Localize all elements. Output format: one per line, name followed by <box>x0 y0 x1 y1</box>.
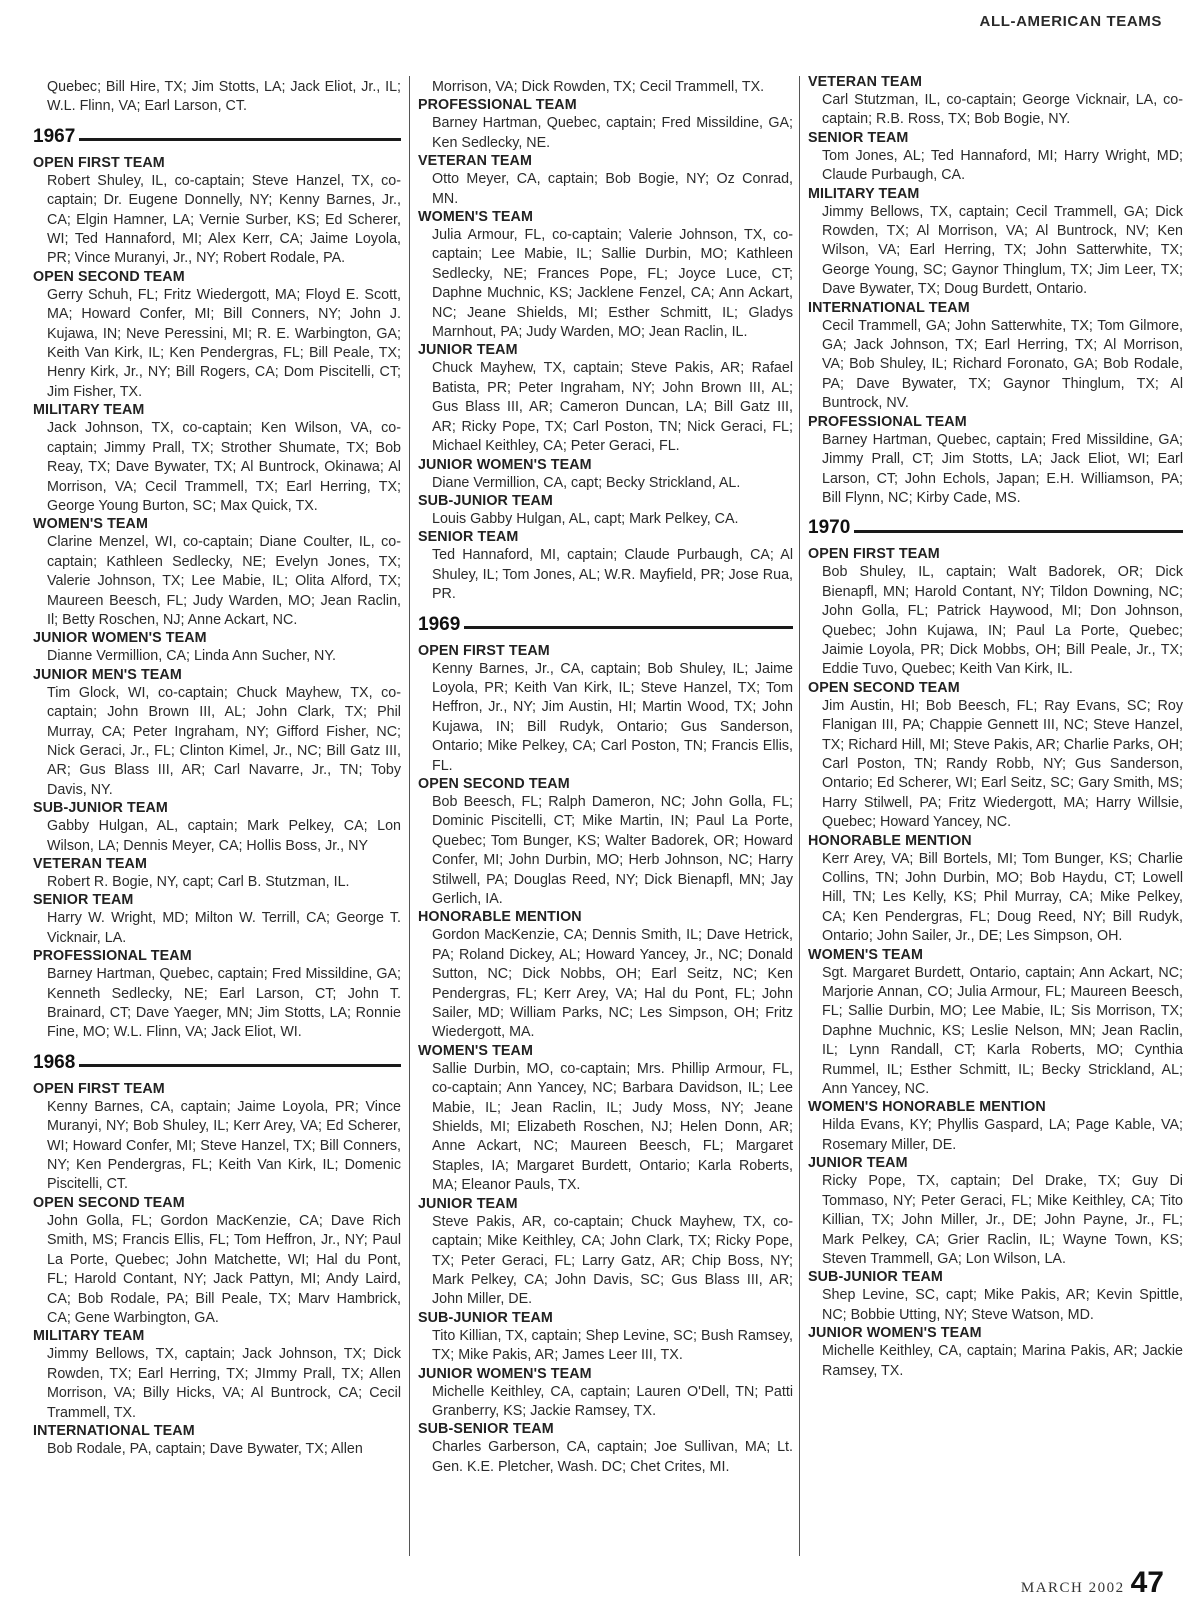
team-roster: Jack Johnson, TX, co-captain; Ken Wilson, VA, co-captain; Jimmy Prall, TX; Strother Shumate, TX; Bob Reay, TX; Dave Bywater, TX; Al Buntrock, Okinawa; Al Morrison, VA; Cecil Trammell, TX; Earl Herring, TX; George Young Burton, SC; Max Quick, TX. <box>47 420 401 514</box>
year-rule <box>79 1064 401 1067</box>
team-heading: VETERAN TEAM <box>33 856 147 872</box>
team-section <box>33 1195 401 1328</box>
page-number: 47 <box>1130 1566 1164 1599</box>
team-section <box>418 909 793 1042</box>
team-roster: Cecil Trammell, GA; John Satterwhite, TX; Tom Gilmore, GA; Jack Johnson, TX; Earl Herring, TX; Al Morrison, VA; Bob Shuley, IL; Richard Foronato, GA; Bob Rodale, PA; Dave Bywater, TX; Gaynor Thinglum, TX; Al Buntrock, NV. <box>822 317 1183 412</box>
team-section <box>418 1421 793 1477</box>
team-section <box>808 1099 1183 1155</box>
team-heading: OPEN FIRST TEAM <box>418 642 550 659</box>
team-roster: Bob Beesch, FL; Ralph Dameron, NC; John Golla, FL; Dominic Piscitelli, CT; Mike Martin, IN; Paul La Porte, Quebec; Tom Bunger, KS; Walter Badorek, OR; Howard Confer, MI; John Durbin, MO; Herb Johnson, NC; Harry Stilwell, PA; Douglas Reed, NY; Dick Bienapfl, MN; Jay Gerlich, IA. <box>432 793 793 907</box>
team-heading: WOMEN'S TEAM <box>418 209 533 226</box>
year-label: 1970 <box>808 517 851 539</box>
team-section <box>418 457 793 493</box>
team-roster: Bob Shuley, IL, captain; Walt Badorek, OR; Dick Bienapfl, MN; Harold Contant, NY; Tildon Downing, NC; John Golla, FL; Patrick Haywood, MI; Don Johnson, Quebec; John Kujawa, IN; Paul La Porte, Quebec; Jaimie Loyola, PR; Dick Mobbs, OH; Bill Peale, Jr., TX; Eddie Tuvo, Quebec; Keith Van Kirk, IL. <box>822 564 1183 678</box>
team-heading: JUNIOR WOMEN'S TEAM <box>418 1365 592 1382</box>
continued-roster: Quebec; Bill Hire, TX; Jim Stotts, LA; Jack Eliot, Jr., IL; W.L. Flinn, VA; Earl Larson, CT. <box>47 79 401 115</box>
column-divider <box>409 76 410 1556</box>
team-roster: Michelle Keithley, CA, captain; Marina Pakis, AR; Jackie Ramsey, TX. <box>822 1343 1183 1379</box>
team-heading: OPEN SECOND TEAM <box>418 775 570 792</box>
team-roster: Sgt. Margaret Burdett, Ontario, captain; Ann Ackart, NC; Marjorie Annan, CO; Julia Armour, FL; Maureen Beesch, FL; Sallie Durbin, MO; Lee Mabie, IL; Sis Morrison, TX; Daphne Muchnic, KS; Leslie Nelson, MN; Jean Raclin, IL; Lynn Randall, CT; Karla Roberts, MO; Cynthia Rummel, IL; Esther Schmitt, IL; Becky Strickland, AL; Ann Yancey, NC. <box>822 964 1183 1098</box>
team-heading: MILITARY TEAM <box>808 185 920 202</box>
year-heading <box>808 516 1183 540</box>
team-heading: OPEN FIRST TEAM <box>808 546 940 563</box>
team-roster: Diane Vermillion, CA, capt; Becky Strickland, AL. <box>432 474 741 491</box>
year-heading <box>33 125 401 149</box>
team-section <box>33 1423 401 1459</box>
team-section <box>418 643 793 776</box>
team-heading: JUNIOR TEAM <box>418 1195 518 1212</box>
year-heading <box>33 1051 401 1075</box>
team-roster: Kenny Barnes, CA, captain; Jaime Loyola, PR; Vince Muranyi, NY; Bob Shuley, IL; Kerr Arey, VA; Ed Scherer, WI; Howard Confer, MI; Steve Hanzel, TX; Bill Conners, NY; Ken Pendergras, FL; Keith Van Kirk, IL; Domenic Piscitelli, CT. <box>47 1098 401 1193</box>
team-section <box>33 800 401 856</box>
team-roster: Gerry Schuh, FL; Fritz Wiedergott, MA; Floyd E. Scott, MA; Howard Confer, MI; Bill Conners, NY; John J. Kujawa, IN; Neve Peressini, MI; R. E. Warbington, GA; Keith Van Kirk, IL; Ken Pendergras, FL; Bill Peale, TX; Henry Kirk, Jr., NY; Bill Rogers, CA; Dom Piscitelli, CT; Jim Fisher, TX. <box>47 286 401 400</box>
team-roster: Tito Killian, TX, captain; Shep Levine, SC; Bush Ramsey, TX; Mike Pakis, AR; James Leer III, TX. <box>432 1327 793 1364</box>
team-section <box>418 529 793 604</box>
team-section <box>418 1043 793 1196</box>
team-heading: PROFESSIONAL TEAM <box>808 413 967 430</box>
team-section <box>808 1269 1183 1325</box>
team-section <box>808 546 1183 679</box>
team-section <box>33 667 401 800</box>
team-roster: Kenny Barnes, Jr., CA, captain; Bob Shuley, IL; Jaime Loyola, PR; Keith Van Kirk, IL; Steve Hanzel, TX; Tom Heffron, Jr., NY; Jim Austin, HI; Martin Wood, TX; John Kujawa, IN; Bill Rudyk, Ontario; Gus Sanderson, Ontario; Mike Pelkey, CA; Carl Poston, TN; Francis Ellis, FL. <box>432 660 793 774</box>
team-heading: INTERNATIONAL TEAM <box>808 299 970 316</box>
team-section <box>33 630 401 666</box>
team-heading: SENIOR TEAM <box>418 529 519 546</box>
team-section <box>808 414 1183 509</box>
team-heading: VETERAN TEAM <box>808 74 922 90</box>
year-heading <box>418 613 793 637</box>
issue-date: MARCH 2002 <box>1020 1580 1125 1596</box>
team-heading: SUB-JUNIOR TEAM <box>418 492 553 509</box>
team-section <box>808 130 1183 186</box>
team-section <box>808 186 1183 300</box>
team-section <box>418 153 793 209</box>
team-section <box>33 948 401 1043</box>
team-heading: SENIOR TEAM <box>33 892 134 909</box>
team-heading: JUNIOR MEN'S TEAM <box>33 666 182 683</box>
year-label: 1967 <box>33 125 76 147</box>
team-section <box>33 856 401 892</box>
team-section <box>418 493 793 529</box>
team-heading: OPEN FIRST TEAM <box>33 154 165 171</box>
team-section <box>418 97 793 153</box>
team-heading: PROFESSIONAL TEAM <box>418 97 577 114</box>
year-rule <box>854 530 1183 533</box>
team-heading: JUNIOR WOMEN'S TEAM <box>808 1325 982 1342</box>
team-roster: Ricky Pope, TX, captain; Del Drake, TX; Guy Di Tommaso, NY; Peter Geraci, FL; Mike Keithley, CA; Tito Killian, TX; John Miller, Jr., DE; John Payne, Jr., FL; Mark Pelkey, CA; Grier Raclin, IL; Wayne Town, KS; Steven Trammell, GA; Lon Wilson, LA. <box>822 1173 1183 1267</box>
team-heading: MILITARY TEAM <box>33 402 145 419</box>
team-heading: JUNIOR TEAM <box>808 1155 908 1172</box>
team-roster: Sallie Durbin, MO, co-captain; Mrs. Phillip Armour, FL, co-captain; Ann Yancey, NC; Barbara Davidson, IL; Lee Mabie, IL; Jean Raclin, IL; Judy Moss, NY; Jeane Shields, MI; Elizabeth Roschen, NJ; Helen Donn, AR; Anne Ackart, NC; Maureen Beesch, FL; Margaret Staples, IA; Margaret Burdett, Ontario; Karla Roberts, MA; Eleanor Pauls, TX. <box>432 1060 793 1194</box>
team-section <box>808 300 1183 414</box>
team-heading: OPEN FIRST TEAM <box>33 1080 165 1097</box>
team-heading: HONORABLE MENTION <box>418 909 582 926</box>
team-roster: Barney Hartman, Quebec, captain; Fred Missildine, GA; Ken Sedlecky, NE. <box>432 115 793 151</box>
team-roster: Hilda Evans, KY; Phyllis Gaspard, LA; Page Kable, VA; Rosemary Miller, DE. <box>822 1117 1183 1153</box>
team-heading: SUB-JUNIOR TEAM <box>808 1269 943 1286</box>
team-roster: John Golla, FL; Gordon MacKenzie, CA; Dave Rich Smith, MS; Francis Ellis, FL; Tom Heffron, Jr., NY; Paul La Porte, Quebec; John Matchette, WI; Hal du Pont, FL; Harold Contant, NY; Jack Pattyn, MI; Andy Laird, CA; Bob Rodale, PA; Bill Peale, TX; Marv Hambrick, CA; Gene Warbington, GA. <box>47 1212 401 1326</box>
year-rule <box>464 626 793 629</box>
team-roster: Jimmy Bellows, TX, captain; Jack Johnson, TX; Dick Rowden, TX; Earl Herring, TX; JImmy Prall, TX; Allen Morrison, VA; Billy Hicks, VA; Al Buntrock, CA; Cecil Trammell, TX. <box>47 1346 401 1421</box>
team-heading: INTERNATIONAL TEAM <box>33 1422 195 1439</box>
team-roster: Jim Austin, HI; Bob Beesch, FL; Ray Evans, SC; Roy Flanigan III, PA; Chappie Gennett III, NC; Steve Hanzel, TX; Richard Hill, MI; Steve Pakis, AR; Charlie Parks, OH; Carl Poston, TN; Randy Robb, NY; Gus Sanderson, Ontario; Ed Scherer, WI; Earl Seitz, SC; Gary Smith, MS; Harry Stilwell, PA; Fritz Wiedergott, MA; Harry Willsie, Quebec; Howard Yancey, NC. <box>822 697 1183 831</box>
team-section <box>33 1328 401 1423</box>
team-roster: Robert R. Bogie, NY, capt; Carl B. Stutzman, IL. <box>47 874 350 890</box>
team-roster: Louis Gabby Hulgan, AL, capt; Mark Pelkey, CA. <box>432 510 739 527</box>
team-roster: Otto Meyer, CA, captain; Bob Bogie, NY; Oz Conrad, MN. <box>432 171 793 207</box>
team-heading: JUNIOR TEAM <box>418 342 518 359</box>
team-roster: Clarine Menzel, WI, co-captain; Diane Coulter, IL, co-captain; Kathleen Sedlecky, NE; Evelyn Jones, TX; Valerie Johnson, TX; Lee Mabie, IL; Olita Alford, TX; Maureen Beesch, FL; Judy Warden, MO; Jean Raclin, Il; Betty Roschen, NJ; Anne Ackart, NC. <box>47 534 401 628</box>
team-roster: Steve Pakis, AR, co-captain; Chuck Mayhew, TX, co-captain; Mike Keithley, CA; John Clark, TX; Ricky Pope, TX; Peter Geraci, FL; Larry Gatz, AR; Chip Boss, NY; Mark Pelkey, CA; John Davis, SC; Gus Blass III, AR; John Miller, DE. <box>432 1213 793 1308</box>
team-section <box>33 1081 401 1195</box>
team-roster: Bob Rodale, PA, captain; Dave Bywater, TX; Allen <box>47 1440 363 1457</box>
team-section <box>418 1196 793 1310</box>
team-heading: SENIOR TEAM <box>808 129 909 146</box>
team-heading: SUB-JUNIOR TEAM <box>418 1309 553 1326</box>
team-section <box>33 155 401 269</box>
team-section <box>418 776 793 909</box>
team-roster: Jimmy Bellows, TX, captain; Cecil Trammell, GA; Dick Rowden, TX; Al Morrison, VA; Al Buntrock, NV; Ken Wilson, VA; Earl Herring, TX; John Satterwhite, TX; George Young, SC; Gaynor Thinglum, TX; Jim Leer, TX; Dave Bywater, TX; Doug Burdett, Ontario. <box>822 203 1183 298</box>
year-label: 1968 <box>33 1051 76 1073</box>
team-section <box>808 1155 1183 1269</box>
team-roster: Harry W. Wright, MD; Milton W. Terrill, CA; George T. Vicknair, LA. <box>47 910 401 946</box>
team-section <box>808 1325 1183 1381</box>
team-section <box>808 947 1183 1100</box>
team-section <box>33 892 401 948</box>
team-roster: Robert Shuley, IL, co-captain; Steve Hanzel, TX, co-captain; Dr. Eugene Donnelly, NY; Kenny Barnes, Jr., CA; Elgin Hamner, LA; Vernie Surber, KS; Ed Scherer, WI; Ted Hannaford, MI; Alex Kerr, CA; Jaime Loyola, PR; Vince Muranyi, Jr., NY; Robert Rodale, PA. <box>47 172 401 267</box>
team-heading: OPEN SECOND TEAM <box>33 268 185 285</box>
team-heading: OPEN SECOND TEAM <box>33 1194 185 1211</box>
team-heading: WOMEN'S TEAM <box>418 1042 533 1059</box>
team-roster: Tom Jones, AL; Ted Hannaford, MI; Harry Wright, MD; Claude Purbaugh, CA. <box>822 147 1183 184</box>
team-heading: VETERAN TEAM <box>418 153 532 170</box>
team-roster: Michelle Keithley, CA, captain; Lauren O'Dell, TN; Patti Granberry, KS; Jackie Ramsey, TX. <box>432 1383 793 1419</box>
team-roster: Dianne Vermillion, CA; Linda Ann Sucher, NY. <box>47 648 337 665</box>
team-roster: Julia Armour, FL, co-captain; Valerie Johnson, TX, co-captain; Lee Mabie, IL; Sallie Durbin, MO; Kathleen Sedlecky, NE; Frances Pope, FL; Joyce Luce, CT; Daphne Muchnic, KS; Jacklene Fenzel, CA; Ann Ackart, NC; Jeane Shields, MI; Esther Schmitt, IL; Gladys Marnhout, PA; Judy Warden, MO; Jean Raclin, IL. <box>432 227 793 341</box>
team-heading: PROFESSIONAL TEAM <box>33 948 192 965</box>
team-section <box>33 402 401 516</box>
team-roster: Ted Hannaford, MI, captain; Claude Purbaugh, CA; Al Shuley, IL; Tom Jones, AL; W.R. Mayfield, PR; Jose Rua, PR. <box>432 547 793 603</box>
team-section <box>33 516 401 630</box>
year-rule <box>79 138 401 141</box>
page-footer <box>1021 1566 1164 1600</box>
team-roster: Charles Garberson, CA, captain; Joe Sullivan, MA; Lt. Gen. K.E. Pletcher, Wash. DC; Chet Crites, MI. <box>432 1439 793 1475</box>
team-section <box>418 209 793 342</box>
page-header-title: ALL-AMERICAN TEAMS <box>979 13 1162 30</box>
team-roster: Chuck Mayhew, TX, captain; Steve Pakis, AR; Rafael Batista, PR; Peter Ingraham, NY; John Brown III, AL; Gus Blass III, AR; Cameron Duncan, LA; Bill Gatz III, AR; Ricky Pope, TX; Carl Poston, TN; Nick Geraci, FL; Michael Keithley, CA; Peter Geraci, FL. <box>432 360 793 455</box>
continued-roster: Morrison, VA; Dick Rowden, TX; Cecil Trammell, TX. <box>432 79 765 95</box>
team-section <box>418 1310 793 1366</box>
team-roster: Gordon MacKenzie, CA; Dennis Smith, IL; Dave Hetrick, PA; Roland Dickey, AL; Howard Yancey, Jr., NC; Donald Sutton, NC; Dick Nobbs, OH; Earl Seitz, NC; Ken Pendergras, FL; Kerr Arey, VA; Hal du Pont, FL; John Sailer, MD; William Parks, NC; Les Simpson, OH; Fritz Wiedergott, MA. <box>432 927 793 1041</box>
team-roster: Kerr Arey, VA; Bill Bortels, MI; Tom Bunger, KS; Charlie Collins, TN; John Durbin, MO; Bob Haydu, CT; Lowell Hill, TN; Les Kelly, KS; Phil Murray, CA; Mike Pelkey, CA; Ken Pendergras, FL; Doug Reed, NY; Bill Rudyk, Ontario; John Sailer, Jr., DE; Les Simpson, OH. <box>822 850 1183 945</box>
team-heading: JUNIOR WOMEN'S TEAM <box>33 630 207 647</box>
team-roster: Shep Levine, SC, capt; Mike Pakis, AR; Kevin Spittle, NC; Bobbie Utting, NY; Steve Watson, MD. <box>822 1287 1183 1323</box>
team-section <box>33 269 401 402</box>
team-heading: SUB-JUNIOR TEAM <box>33 800 168 817</box>
team-roster: Gabby Hulgan, AL, captain; Mark Pelkey, CA; Lon Wilson, LA; Dennis Meyer, CA; Hollis Boss, Jr., NY <box>47 818 401 854</box>
team-heading: SUB-SENIOR TEAM <box>418 1421 554 1438</box>
team-roster: Barney Hartman, Quebec, captain; Fred Missildine, GA; Kenneth Sedlecky, NE; Earl Larson, CT; John T. Brainard, CT; Dave Yaeger, MN; Jim Stotts, LA; Ronnie Fine, MO; W.L. Flinn, VA; Jack Eliot, WI. <box>47 966 401 1041</box>
team-section <box>808 833 1183 947</box>
team-heading: WOMEN'S TEAM <box>808 946 923 963</box>
column-divider <box>799 76 800 1556</box>
team-section <box>418 1366 793 1422</box>
team-heading: HONORABLE MENTION <box>808 832 972 849</box>
team-heading: JUNIOR WOMEN'S TEAM <box>418 456 592 473</box>
team-section <box>808 680 1183 833</box>
team-roster: Tim Glock, WI, co-captain; Chuck Mayhew, TX, co-captain; John Brown III, AL; John Clark, TX; Phil Murray, CA; Peter Ingraham, NY; Gifford Fisher, NC; Nick Geraci, Jr., FL; Clinton Kimel, Jr., NC; Bill Gatz III, AR; Gus Blass III, AR; Carl Navarre, Jr., TN; Toby Davis, NY. <box>47 684 401 798</box>
team-heading: MILITARY TEAM <box>33 1328 145 1345</box>
team-section <box>418 342 793 456</box>
year-label: 1969 <box>418 613 461 635</box>
team-heading: WOMEN'S HONORABLE MENTION <box>808 1099 1046 1116</box>
team-heading: WOMEN'S TEAM <box>33 516 148 533</box>
team-section <box>808 74 1183 130</box>
team-heading: OPEN SECOND TEAM <box>808 679 960 696</box>
team-roster: Barney Hartman, Quebec, captain; Fred Missildine, GA; Jimmy Prall, CT; Jim Stotts, LA; Jack Eliot, WI; Earl Larson, CT; John Echols, Japan; E.H. Williamson, PA; Bill Flynn, NC; Kirby Cade, MS. <box>822 431 1183 506</box>
team-roster: Carl Stutzman, IL, co-captain; George Vicknair, LA, co-captain; R.B. Ross, TX; Bob Bogie, NY. <box>822 92 1183 128</box>
